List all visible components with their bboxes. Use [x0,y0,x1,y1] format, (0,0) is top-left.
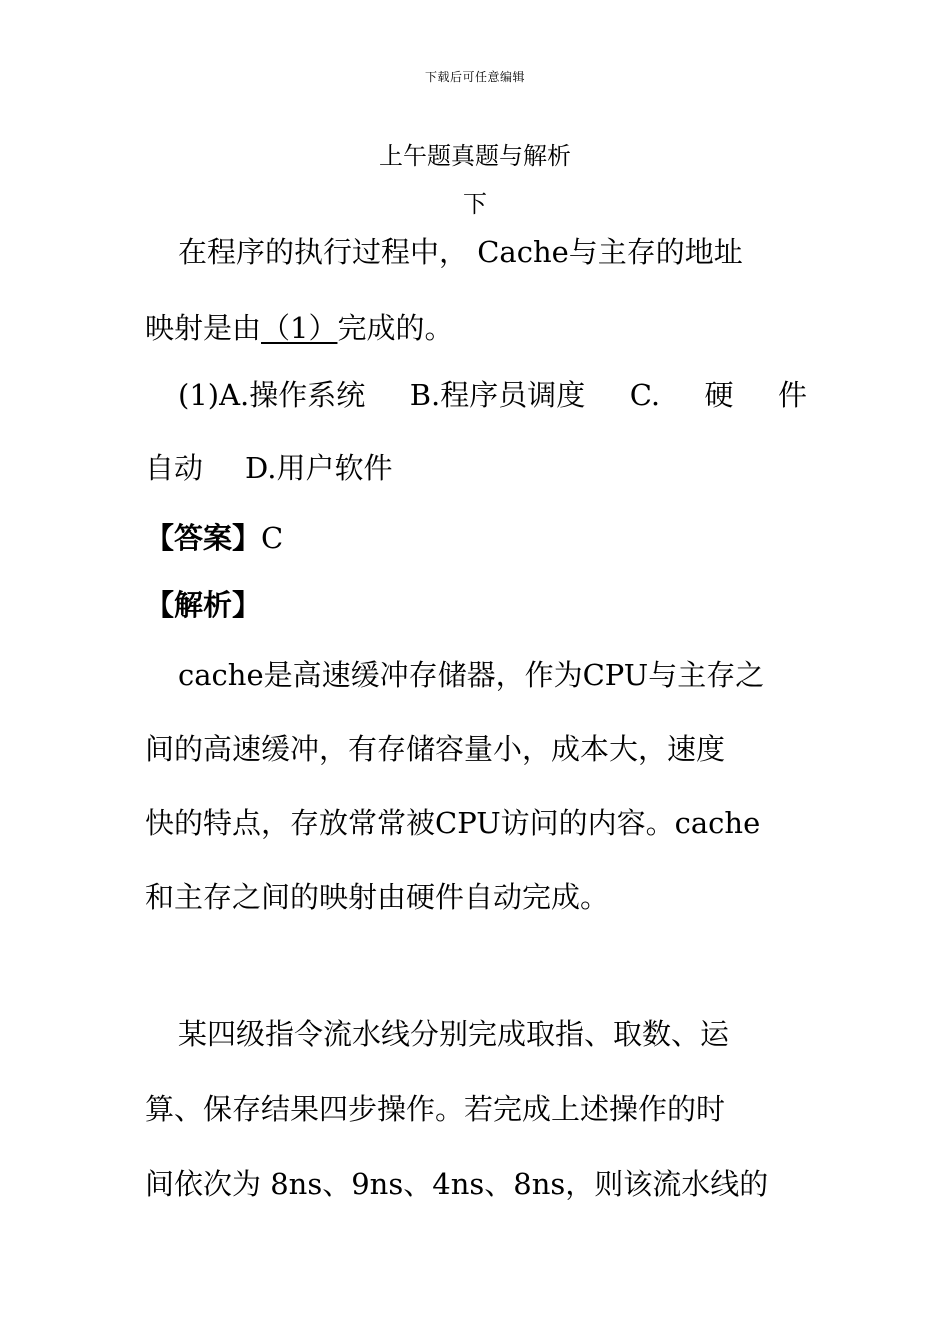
q1-answer-label: 【答案】 [145,521,262,555]
q1-option-c-word-1: 硬 [704,378,734,412]
q1-answer [145,518,807,558]
q1-analysis-line-4: 和主存之间的映射由硬件自动完成。 [145,880,610,914]
q1-option-b: B.程序员调度 [409,378,586,412]
q1-option-c-word-2: 件 [777,378,807,412]
q1-stem-prefix: 映射是由 [145,311,262,345]
q1-stem-line-2 [145,308,807,348]
q2-stem-line-2: 算、保存结果四步操作。若完成上述操作的时 [145,1092,726,1126]
q2-stem-line-3: 间依次为 8ns、9ns、4ns、8ns，则该流水线的 [145,1167,769,1201]
q1-analysis-line-1: cache是高速缓冲存储器，作为CPU与主存之 [178,658,765,692]
q1-option-d: D.用户软件 [245,451,393,485]
q1-stem-suffix: 完成的。 [337,311,454,345]
q1-stem-line-1: 在程序的执行过程中， Cache与主存的地址 [178,235,743,269]
q1-analysis-line-2: 间的高速缓冲，有存储容量小，成本大，速度 [145,732,726,766]
page-title: 上午题真题与解析 [379,142,571,170]
q1-options-line-1 [145,375,807,415]
page-subtitle: 下 [463,190,487,218]
q1-options-line-2 [145,448,807,488]
q1-analysis-label: 【解析】 [145,588,262,622]
q1-blank: （1） [261,311,338,345]
q1-option-c-prefix: C. [629,378,661,412]
q1-analysis-line-3: 快的特点，存放常常被CPU访问的内容。cache [145,806,761,840]
q1-answer-value: C [261,521,284,555]
q2-stem-line-1: 某四级指令流水线分别完成取指、取数、运 [178,1017,730,1051]
q1-option-a: (1)A.操作系统 [178,378,366,412]
header-note: 下载后可任意编辑 [424,70,525,84]
q1-option-c-rest: 自动 [145,451,204,485]
